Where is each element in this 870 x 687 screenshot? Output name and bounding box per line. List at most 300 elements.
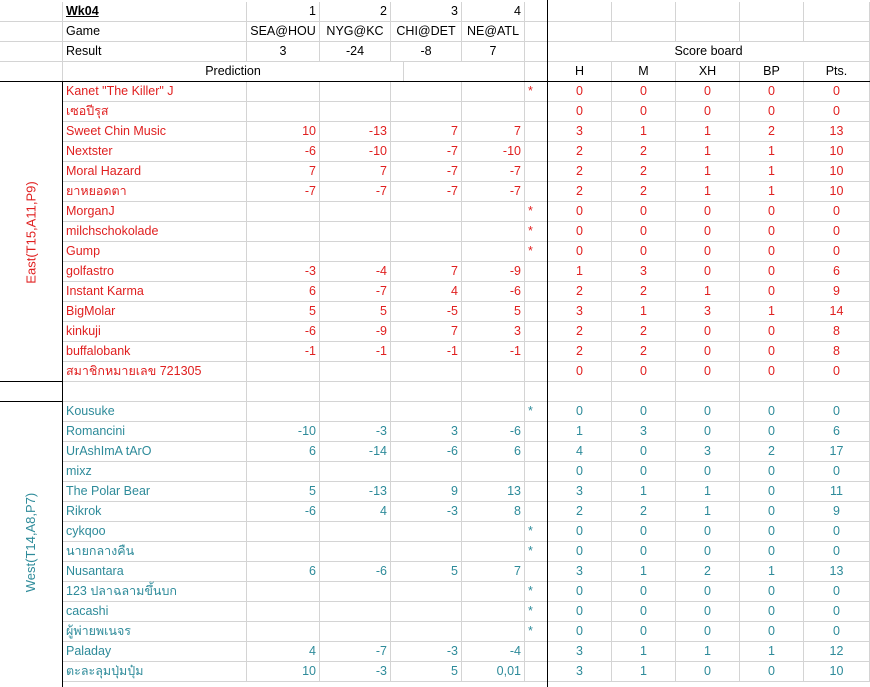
prediction-cell[interactable] xyxy=(391,102,462,122)
score-cell[interactable]: 14 xyxy=(804,302,870,322)
score-cell[interactable]: 0 xyxy=(612,542,676,562)
prediction-cell[interactable]: -7 xyxy=(320,642,391,662)
score-col-header[interactable]: BP xyxy=(740,62,804,82)
score-cell[interactable]: 0 xyxy=(548,522,612,542)
player-name[interactable]: mixz xyxy=(63,462,247,482)
score-cell[interactable]: 1 xyxy=(740,562,804,582)
prediction-cell[interactable] xyxy=(320,222,391,242)
prediction-cell[interactable] xyxy=(462,82,525,102)
score-cell[interactable]: 0 xyxy=(676,102,740,122)
score-cell[interactable]: 0 xyxy=(740,362,804,382)
score-cell[interactable]: 0 xyxy=(804,582,870,602)
score-cell[interactable]: 2 xyxy=(612,322,676,342)
cell-empty[interactable] xyxy=(740,2,804,22)
cell-empty[interactable] xyxy=(63,382,247,402)
prediction-cell[interactable]: -6 xyxy=(247,502,320,522)
score-cell[interactable]: 2 xyxy=(612,162,676,182)
prediction-cell[interactable]: -7 xyxy=(320,182,391,202)
score-cell[interactable]: 0 xyxy=(612,442,676,462)
prediction-cell[interactable] xyxy=(462,622,525,642)
prediction-cell[interactable] xyxy=(391,462,462,482)
missing-marker[interactable] xyxy=(525,662,548,682)
prediction-cell[interactable]: -3 xyxy=(320,422,391,442)
score-cell[interactable]: 2 xyxy=(612,182,676,202)
score-cell[interactable]: 8 xyxy=(804,322,870,342)
prediction-cell[interactable] xyxy=(320,602,391,622)
score-cell[interactable]: 2 xyxy=(612,502,676,522)
score-cell[interactable]: 2 xyxy=(548,142,612,162)
prediction-cell[interactable]: -4 xyxy=(462,642,525,662)
prediction-cell[interactable]: -6 xyxy=(391,442,462,462)
score-cell[interactable]: 0 xyxy=(612,582,676,602)
prediction-cell[interactable] xyxy=(247,82,320,102)
cell-empty[interactable] xyxy=(0,2,63,22)
score-cell[interactable]: 10 xyxy=(804,662,870,682)
game-result[interactable]: -8 xyxy=(391,42,462,62)
score-cell[interactable]: 1 xyxy=(612,482,676,502)
score-cell[interactable]: 13 xyxy=(804,122,870,142)
score-cell[interactable]: 0 xyxy=(676,542,740,562)
cell-empty[interactable] xyxy=(525,62,548,82)
score-cell[interactable]: 0 xyxy=(676,322,740,342)
prediction-label[interactable]: Prediction xyxy=(63,62,404,82)
game-number[interactable]: 3 xyxy=(391,2,462,22)
cell-empty[interactable] xyxy=(676,22,740,42)
score-cell[interactable]: 0 xyxy=(740,342,804,362)
cell-empty[interactable] xyxy=(0,22,63,42)
score-cell[interactable]: 0 xyxy=(676,342,740,362)
score-cell[interactable]: 0 xyxy=(676,422,740,442)
missing-marker[interactable] xyxy=(525,642,548,662)
score-cell[interactable]: 1 xyxy=(740,642,804,662)
prediction-cell[interactable]: -9 xyxy=(462,262,525,282)
score-cell[interactable]: 0 xyxy=(676,242,740,262)
game-matchup[interactable]: NYG@KC xyxy=(320,22,391,42)
score-cell[interactable]: 0 xyxy=(804,242,870,262)
player-name[interactable]: Rikrok xyxy=(63,502,247,522)
score-cell[interactable]: 2 xyxy=(548,182,612,202)
missing-marker[interactable] xyxy=(525,482,548,502)
score-cell[interactable]: 0 xyxy=(548,242,612,262)
prediction-cell[interactable]: 7 xyxy=(247,162,320,182)
missing-marker[interactable] xyxy=(525,342,548,362)
player-name[interactable]: 123 ปลาฉลามขึ้นบก xyxy=(63,582,247,602)
score-cell[interactable]: 0 xyxy=(548,362,612,382)
score-cell[interactable]: 0 xyxy=(740,262,804,282)
game-result[interactable]: -24 xyxy=(320,42,391,62)
score-cell[interactable]: 0 xyxy=(612,242,676,262)
missing-marker[interactable] xyxy=(525,502,548,522)
score-cell[interactable]: 0 xyxy=(740,582,804,602)
prediction-cell[interactable]: 6 xyxy=(247,282,320,302)
score-cell[interactable]: 10 xyxy=(804,142,870,162)
player-name[interactable]: BigMolar xyxy=(63,302,247,322)
player-name[interactable]: ยาหยอดตา xyxy=(63,182,247,202)
prediction-cell[interactable] xyxy=(391,582,462,602)
score-cell[interactable]: 0 xyxy=(612,622,676,642)
missing-marker[interactable]: * xyxy=(525,402,548,422)
player-name[interactable]: Instant Karma xyxy=(63,282,247,302)
prediction-cell[interactable]: 13 xyxy=(462,482,525,502)
score-cell[interactable]: 0 xyxy=(612,462,676,482)
score-cell[interactable]: 0 xyxy=(676,222,740,242)
prediction-cell[interactable]: 10 xyxy=(247,122,320,142)
score-cell[interactable]: 1 xyxy=(676,182,740,202)
prediction-cell[interactable] xyxy=(391,522,462,542)
missing-marker[interactable] xyxy=(525,322,548,342)
cell-empty[interactable] xyxy=(525,382,548,402)
missing-marker[interactable] xyxy=(525,122,548,142)
prediction-cell[interactable] xyxy=(320,362,391,382)
player-name[interactable]: ตะละลุมปุ่มปุ๋ม xyxy=(63,662,247,682)
score-cell[interactable]: 0 xyxy=(804,102,870,122)
prediction-cell[interactable]: 7 xyxy=(391,122,462,142)
prediction-cell[interactable] xyxy=(320,462,391,482)
score-cell[interactable]: 1 xyxy=(740,182,804,202)
prediction-cell[interactable] xyxy=(462,602,525,622)
prediction-cell[interactable]: -7 xyxy=(320,282,391,302)
prediction-cell[interactable] xyxy=(462,222,525,242)
score-cell[interactable]: 0 xyxy=(804,82,870,102)
prediction-cell[interactable]: -3 xyxy=(391,502,462,522)
score-cell[interactable]: 0 xyxy=(548,82,612,102)
score-cell[interactable]: 0 xyxy=(676,262,740,282)
prediction-cell[interactable] xyxy=(462,542,525,562)
prediction-cell[interactable]: 7 xyxy=(391,322,462,342)
score-cell[interactable]: 0 xyxy=(740,542,804,562)
player-name[interactable]: Romancini xyxy=(63,422,247,442)
prediction-cell[interactable]: -14 xyxy=(320,442,391,462)
prediction-cell[interactable] xyxy=(247,242,320,262)
game-number[interactable]: 2 xyxy=(320,2,391,22)
score-cell[interactable]: 1 xyxy=(676,502,740,522)
prediction-cell[interactable]: 5 xyxy=(391,662,462,682)
cell-empty[interactable] xyxy=(804,22,870,42)
score-cell[interactable]: 1 xyxy=(548,422,612,442)
score-cell[interactable]: 0 xyxy=(676,662,740,682)
score-cell[interactable]: 1 xyxy=(676,162,740,182)
prediction-cell[interactable]: 5 xyxy=(247,482,320,502)
score-cell[interactable]: 10 xyxy=(804,182,870,202)
cell-empty[interactable] xyxy=(320,382,391,402)
score-cell[interactable]: 2 xyxy=(612,142,676,162)
cell-empty[interactable] xyxy=(740,22,804,42)
score-cell[interactable]: 0 xyxy=(612,362,676,382)
prediction-cell[interactable]: -6 xyxy=(247,322,320,342)
missing-marker[interactable]: * xyxy=(525,622,548,642)
score-cell[interactable]: 0 xyxy=(740,622,804,642)
prediction-cell[interactable] xyxy=(320,102,391,122)
player-name[interactable]: ผู้พ่ายพเนจร xyxy=(63,622,247,642)
prediction-cell[interactable]: 5 xyxy=(247,302,320,322)
game-result[interactable]: 7 xyxy=(462,42,525,62)
prediction-cell[interactable] xyxy=(320,402,391,422)
score-cell[interactable]: 3 xyxy=(548,482,612,502)
prediction-cell[interactable]: -13 xyxy=(320,122,391,142)
prediction-cell[interactable] xyxy=(247,202,320,222)
score-cell[interactable]: 2 xyxy=(740,442,804,462)
score-cell[interactable]: 1 xyxy=(612,562,676,582)
game-matchup[interactable]: NE@ATL xyxy=(462,22,525,42)
missing-marker[interactable]: * xyxy=(525,82,548,102)
cell-empty[interactable] xyxy=(525,42,548,62)
score-cell[interactable]: 2 xyxy=(676,562,740,582)
score-cell[interactable]: 3 xyxy=(548,642,612,662)
score-cell[interactable]: 0 xyxy=(804,202,870,222)
score-cell[interactable]: 1 xyxy=(612,642,676,662)
prediction-cell[interactable] xyxy=(462,102,525,122)
prediction-cell[interactable] xyxy=(391,602,462,622)
score-cell[interactable]: 0 xyxy=(548,222,612,242)
score-cell[interactable]: 11 xyxy=(804,482,870,502)
prediction-cell[interactable] xyxy=(247,362,320,382)
score-cell[interactable]: 0 xyxy=(804,602,870,622)
score-cell[interactable]: 0 xyxy=(548,402,612,422)
score-cell[interactable]: 2 xyxy=(740,122,804,142)
prediction-cell[interactable]: 9 xyxy=(391,482,462,502)
score-col-header[interactable]: M xyxy=(612,62,676,82)
prediction-cell[interactable] xyxy=(320,202,391,222)
prediction-cell[interactable]: 3 xyxy=(391,422,462,442)
prediction-cell[interactable] xyxy=(247,622,320,642)
prediction-cell[interactable]: 4 xyxy=(247,642,320,662)
score-cell[interactable]: 0 xyxy=(612,402,676,422)
prediction-cell[interactable] xyxy=(391,82,462,102)
score-cell[interactable]: 10 xyxy=(804,162,870,182)
prediction-cell[interactable]: 4 xyxy=(320,502,391,522)
score-col-header[interactable]: H xyxy=(548,62,612,82)
score-cell[interactable]: 0 xyxy=(612,602,676,622)
score-cell[interactable]: 0 xyxy=(548,102,612,122)
score-cell[interactable]: 0 xyxy=(612,202,676,222)
score-cell[interactable]: 0 xyxy=(676,202,740,222)
score-cell[interactable]: 3 xyxy=(676,302,740,322)
score-cell[interactable]: 17 xyxy=(804,442,870,462)
scoreboard-label[interactable]: Score board xyxy=(548,42,870,62)
prediction-cell[interactable]: 7 xyxy=(462,122,525,142)
game-label[interactable]: Game xyxy=(63,22,247,42)
prediction-cell[interactable]: 6 xyxy=(247,442,320,462)
score-cell[interactable]: 12 xyxy=(804,642,870,662)
score-cell[interactable]: 0 xyxy=(804,462,870,482)
score-cell[interactable]: 3 xyxy=(548,562,612,582)
player-name[interactable]: Sweet Chin Music xyxy=(63,122,247,142)
prediction-cell[interactable]: -1 xyxy=(247,342,320,362)
score-col-header[interactable]: Pts. xyxy=(804,62,870,82)
missing-marker[interactable] xyxy=(525,362,548,382)
score-cell[interactable]: 0 xyxy=(740,502,804,522)
prediction-cell[interactable]: 8 xyxy=(462,502,525,522)
missing-marker[interactable] xyxy=(525,162,548,182)
cell-empty[interactable] xyxy=(676,2,740,22)
prediction-cell[interactable]: -4 xyxy=(320,262,391,282)
score-cell[interactable]: 6 xyxy=(804,262,870,282)
prediction-cell[interactable]: 5 xyxy=(462,302,525,322)
missing-marker[interactable]: * xyxy=(525,522,548,542)
player-name[interactable]: buffalobank xyxy=(63,342,247,362)
prediction-cell[interactable]: 0,01 xyxy=(462,662,525,682)
cell-empty[interactable] xyxy=(462,382,525,402)
score-cell[interactable]: 2 xyxy=(548,342,612,362)
cell-empty[interactable] xyxy=(612,2,676,22)
prediction-cell[interactable]: -5 xyxy=(391,302,462,322)
prediction-cell[interactable] xyxy=(462,582,525,602)
cell-empty[interactable] xyxy=(612,22,676,42)
score-cell[interactable]: 0 xyxy=(740,242,804,262)
score-cell[interactable]: 1 xyxy=(548,262,612,282)
player-name[interactable]: The Polar Bear xyxy=(63,482,247,502)
player-name[interactable]: Gump xyxy=(63,242,247,262)
player-name[interactable]: milchschokolade xyxy=(63,222,247,242)
prediction-cell[interactable] xyxy=(391,622,462,642)
score-cell[interactable]: 0 xyxy=(740,402,804,422)
prediction-cell[interactable] xyxy=(320,622,391,642)
game-result[interactable]: 3 xyxy=(247,42,320,62)
score-cell[interactable]: 0 xyxy=(740,102,804,122)
score-col-header[interactable]: XH xyxy=(676,62,740,82)
missing-marker[interactable] xyxy=(525,182,548,202)
prediction-cell[interactable]: 3 xyxy=(462,322,525,342)
prediction-cell[interactable] xyxy=(247,542,320,562)
score-cell[interactable]: 0 xyxy=(548,462,612,482)
score-cell[interactable]: 0 xyxy=(804,402,870,422)
player-name[interactable]: Kousuke xyxy=(63,402,247,422)
score-cell[interactable]: 0 xyxy=(548,622,612,642)
score-cell[interactable]: 3 xyxy=(612,422,676,442)
prediction-cell[interactable] xyxy=(391,222,462,242)
score-cell[interactable]: 0 xyxy=(740,602,804,622)
prediction-cell[interactable] xyxy=(247,402,320,422)
missing-marker[interactable] xyxy=(525,422,548,442)
prediction-cell[interactable]: -3 xyxy=(391,642,462,662)
score-cell[interactable]: 2 xyxy=(612,282,676,302)
score-cell[interactable]: 1 xyxy=(676,642,740,662)
prediction-cell[interactable] xyxy=(320,242,391,262)
score-cell[interactable]: 8 xyxy=(804,342,870,362)
prediction-cell[interactable] xyxy=(462,202,525,222)
cell-empty[interactable] xyxy=(0,62,63,82)
score-cell[interactable]: 0 xyxy=(548,542,612,562)
prediction-cell[interactable]: -10 xyxy=(247,422,320,442)
prediction-cell[interactable] xyxy=(391,242,462,262)
player-name[interactable]: cacashi xyxy=(63,602,247,622)
cell-empty[interactable] xyxy=(804,382,870,402)
score-cell[interactable]: 0 xyxy=(804,622,870,642)
score-cell[interactable]: 1 xyxy=(612,302,676,322)
score-cell[interactable]: 2 xyxy=(548,322,612,342)
score-cell[interactable]: 0 xyxy=(740,662,804,682)
player-name[interactable]: เซอปีรุส xyxy=(63,102,247,122)
cell-empty[interactable] xyxy=(525,2,548,22)
score-cell[interactable]: 9 xyxy=(804,502,870,522)
score-cell[interactable]: 0 xyxy=(740,322,804,342)
prediction-cell[interactable] xyxy=(462,242,525,262)
prediction-cell[interactable] xyxy=(391,362,462,382)
score-cell[interactable]: 2 xyxy=(548,282,612,302)
prediction-cell[interactable]: -1 xyxy=(462,342,525,362)
player-name[interactable]: cykqoo xyxy=(63,522,247,542)
prediction-cell[interactable] xyxy=(247,462,320,482)
prediction-cell[interactable] xyxy=(247,522,320,542)
game-number[interactable]: 4 xyxy=(462,2,525,22)
cell-empty[interactable] xyxy=(804,2,870,22)
score-cell[interactable]: 0 xyxy=(740,202,804,222)
missing-marker[interactable]: * xyxy=(525,202,548,222)
cell-empty[interactable] xyxy=(525,22,548,42)
score-cell[interactable]: 1 xyxy=(676,122,740,142)
missing-marker[interactable] xyxy=(525,282,548,302)
score-cell[interactable]: 1 xyxy=(612,122,676,142)
score-cell[interactable]: 3 xyxy=(548,662,612,682)
player-name[interactable]: Moral Hazard xyxy=(63,162,247,182)
score-cell[interactable]: 0 xyxy=(676,602,740,622)
cell-empty[interactable] xyxy=(391,382,462,402)
score-cell[interactable]: 0 xyxy=(740,462,804,482)
score-cell[interactable]: 0 xyxy=(740,522,804,542)
score-cell[interactable]: 0 xyxy=(740,82,804,102)
result-label[interactable]: Result xyxy=(63,42,247,62)
player-name[interactable]: kinkuji xyxy=(63,322,247,342)
score-cell[interactable]: 0 xyxy=(612,522,676,542)
prediction-cell[interactable] xyxy=(462,402,525,422)
missing-marker[interactable] xyxy=(525,262,548,282)
missing-marker[interactable]: * xyxy=(525,242,548,262)
missing-marker[interactable]: * xyxy=(525,222,548,242)
cell-empty[interactable] xyxy=(0,42,63,62)
prediction-cell[interactable] xyxy=(247,582,320,602)
prediction-cell[interactable]: -13 xyxy=(320,482,391,502)
score-cell[interactable]: 9 xyxy=(804,282,870,302)
missing-marker[interactable] xyxy=(525,302,548,322)
game-matchup[interactable]: SEA@HOU xyxy=(247,22,320,42)
cell-empty[interactable] xyxy=(548,2,612,22)
cell-empty[interactable] xyxy=(676,382,740,402)
score-cell[interactable]: 0 xyxy=(548,582,612,602)
score-cell[interactable]: 2 xyxy=(548,162,612,182)
prediction-cell[interactable]: -6 xyxy=(247,142,320,162)
prediction-cell[interactable]: 7 xyxy=(320,162,391,182)
prediction-cell[interactable]: -6 xyxy=(462,282,525,302)
cell-empty[interactable] xyxy=(612,382,676,402)
score-cell[interactable]: 1 xyxy=(676,282,740,302)
score-cell[interactable]: 4 xyxy=(548,442,612,462)
score-cell[interactable]: 6 xyxy=(804,422,870,442)
score-cell[interactable]: 2 xyxy=(548,502,612,522)
score-cell[interactable]: 0 xyxy=(804,362,870,382)
missing-marker[interactable]: * xyxy=(525,602,548,622)
missing-marker[interactable]: * xyxy=(525,582,548,602)
prediction-cell[interactable]: -1 xyxy=(320,342,391,362)
prediction-cell[interactable] xyxy=(320,82,391,102)
cell-empty[interactable] xyxy=(462,62,525,82)
score-cell[interactable]: 0 xyxy=(804,222,870,242)
score-cell[interactable]: 3 xyxy=(612,262,676,282)
score-cell[interactable]: 3 xyxy=(548,302,612,322)
prediction-cell[interactable]: -7 xyxy=(391,162,462,182)
score-cell[interactable]: 0 xyxy=(676,362,740,382)
cell-empty[interactable] xyxy=(740,382,804,402)
score-cell[interactable]: 1 xyxy=(676,142,740,162)
prediction-cell[interactable] xyxy=(391,202,462,222)
score-cell[interactable]: 0 xyxy=(612,222,676,242)
week-label[interactable]: Wk04 xyxy=(63,2,247,22)
score-cell[interactable]: 1 xyxy=(740,302,804,322)
score-cell[interactable]: 0 xyxy=(676,82,740,102)
score-cell[interactable]: 3 xyxy=(676,442,740,462)
prediction-cell[interactable]: 5 xyxy=(391,562,462,582)
game-matchup[interactable]: CHI@DET xyxy=(391,22,462,42)
prediction-cell[interactable]: 10 xyxy=(247,662,320,682)
